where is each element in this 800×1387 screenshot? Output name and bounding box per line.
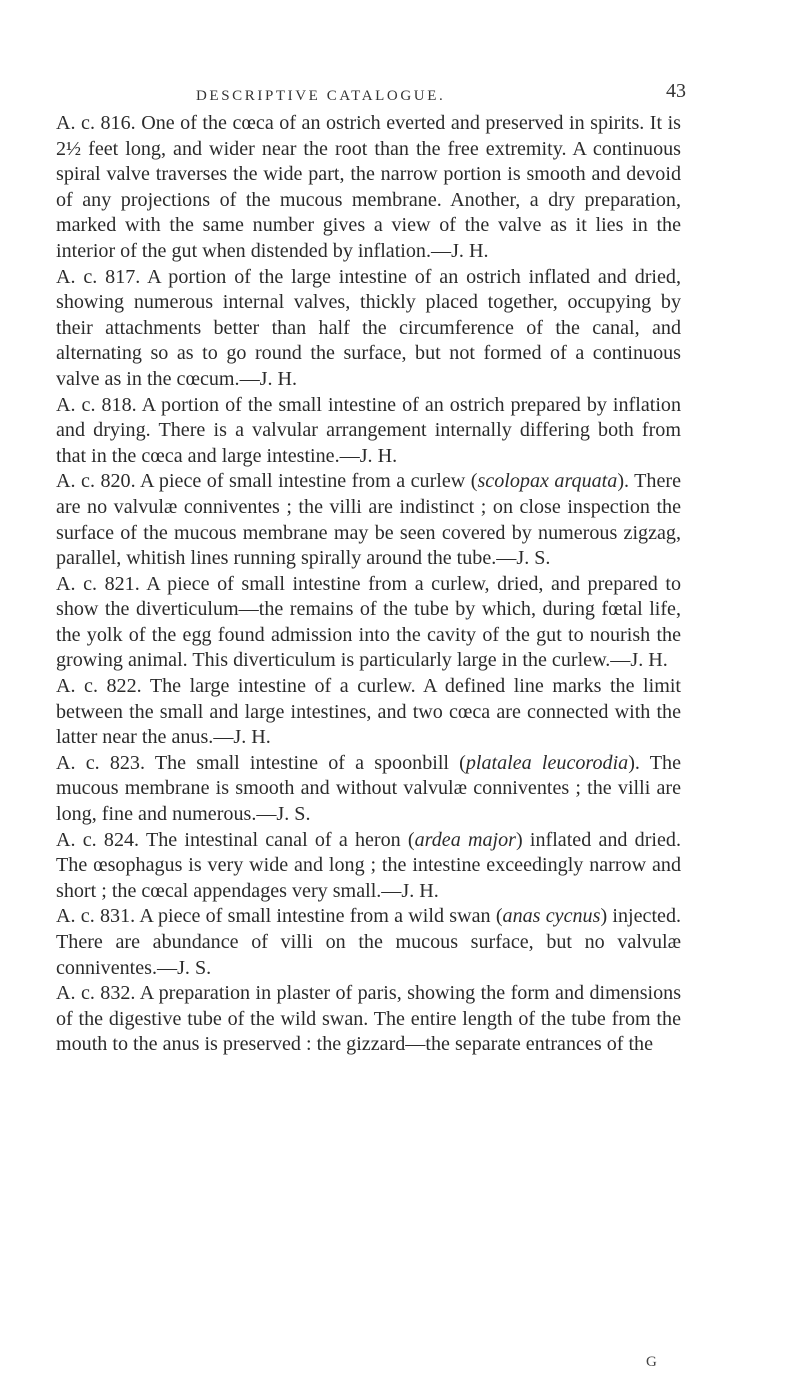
entry-text: A piece of small intestine from a curlew, dried, and prepared to show the diverticulum—the remains of the tube by which, during fœtal life, the yolk of the egg found admission into the cavity of the gut to nourish the growing animal. This diverticulum is particularly large in the curlew.—J. H. xyxy=(56,572,682,672)
entry-816 xyxy=(56,111,681,265)
entry-id: A. c. 817. xyxy=(56,265,141,288)
signature-mark: G xyxy=(646,1354,657,1370)
entry-id: A. c. 832. xyxy=(56,982,136,1005)
entry-text: ). There are no valvulæ conniventes ; the villi are indistinct ; on close inspection the surface of the mucous membrane may be seen covered by numerous zigzag, parallel, whitish lines running spirally around the tube.—J. S. xyxy=(56,470,682,570)
entry-text: A portion of the small intestine of an ostrich prepared by inflation and drying. There is a valvular arrangement internally differing both from that in the cœca and large intestine.—J. H. xyxy=(56,393,682,467)
entry-822 xyxy=(56,674,681,751)
entry-text: ) inflated and dried. The œsophagus is very wide and long ; the intestine exceedingly narrow and short ; the cœcal appendages very small.—J. H. xyxy=(56,828,681,902)
entry-text: The intestinal canal of a heron ( xyxy=(145,828,415,851)
species-name: anas cycnus xyxy=(502,905,601,928)
species-name: ardea major xyxy=(414,828,516,851)
entry-817 xyxy=(56,265,681,393)
entry-823 xyxy=(56,751,681,828)
species-name: scolopax arquata xyxy=(477,470,618,493)
entry-id: A. c. 822. xyxy=(56,675,142,698)
entry-818 xyxy=(56,393,681,470)
entry-id: A. c. 831. xyxy=(56,905,136,928)
catalogue-text xyxy=(56,111,681,1058)
entry-text: A preparation in plaster of paris, showing the form and dimensions of the digestive tube of the wild swan. The entire length of the tube from the mouth to the anus is preserved : the gizzard—the separate entrances of the xyxy=(56,982,682,1056)
page-number: 43 xyxy=(666,80,686,102)
entry-id: A. c. 820. xyxy=(56,470,136,493)
entry-824 xyxy=(56,828,681,905)
species-name: platalea leucorodia xyxy=(465,751,629,774)
entry-text: A portion of the large intestine of an ostrich inflated and dried, showing numerous internal valves, thickly placed together, occupying by their attachments better than half the circumference of the canal, and alternating so as to go round the surface, but not formed of a continuous valve as in the cœcum.—J. H. xyxy=(56,265,682,390)
entry-text: A piece of small intestine from a wild swan ( xyxy=(139,905,503,928)
entry-820 xyxy=(56,469,681,571)
entry-id: A. c. 824. xyxy=(56,828,140,851)
entry-text: A piece of small intestine from a curlew ( xyxy=(140,470,478,493)
entry-text: The large intestine of a curlew. A defined line marks the limit between the small and large intestines, and two cœca are connected with the latter near the anus.—J. H. xyxy=(56,675,681,749)
entry-text: ). The mucous membrane is smooth and without valvulæ conniventes ; the villi are long, fine and numerous.—J. S. xyxy=(56,751,681,826)
entry-831 xyxy=(56,904,681,981)
running-title: DESCRIPTIVE CATALOGUE. xyxy=(196,88,446,104)
entry-id: A. c. 821. xyxy=(56,572,140,595)
entry-text: ) injected. There are abundance of villi on the mucous surface, but no valvulæ conniventes.—J. S. xyxy=(56,905,682,979)
entry-id: A. c. 816. xyxy=(56,112,136,134)
entry-id: A. c. 823. xyxy=(56,751,145,774)
entry-text: One of the cœca of an ostrich everted and preserved in spirits. It is 2½ feet long, and wider near the root than the free extremity. A continuous spiral valve traverses the wide part, the narrow portion is smooth and devoid of any projections of the mucous membrane. Another, a dry preparation, marked with the same number gives a view of the valve as it lies in the interior of the gut when distended by inflation.—J. H. xyxy=(56,112,681,262)
entry-text: The small intestine of a spoonbill ( xyxy=(154,751,466,774)
entry-id: A. c. 818. xyxy=(56,393,137,416)
page-header xyxy=(56,60,686,104)
entry-821 xyxy=(56,572,681,674)
entry-832 xyxy=(56,981,681,1058)
